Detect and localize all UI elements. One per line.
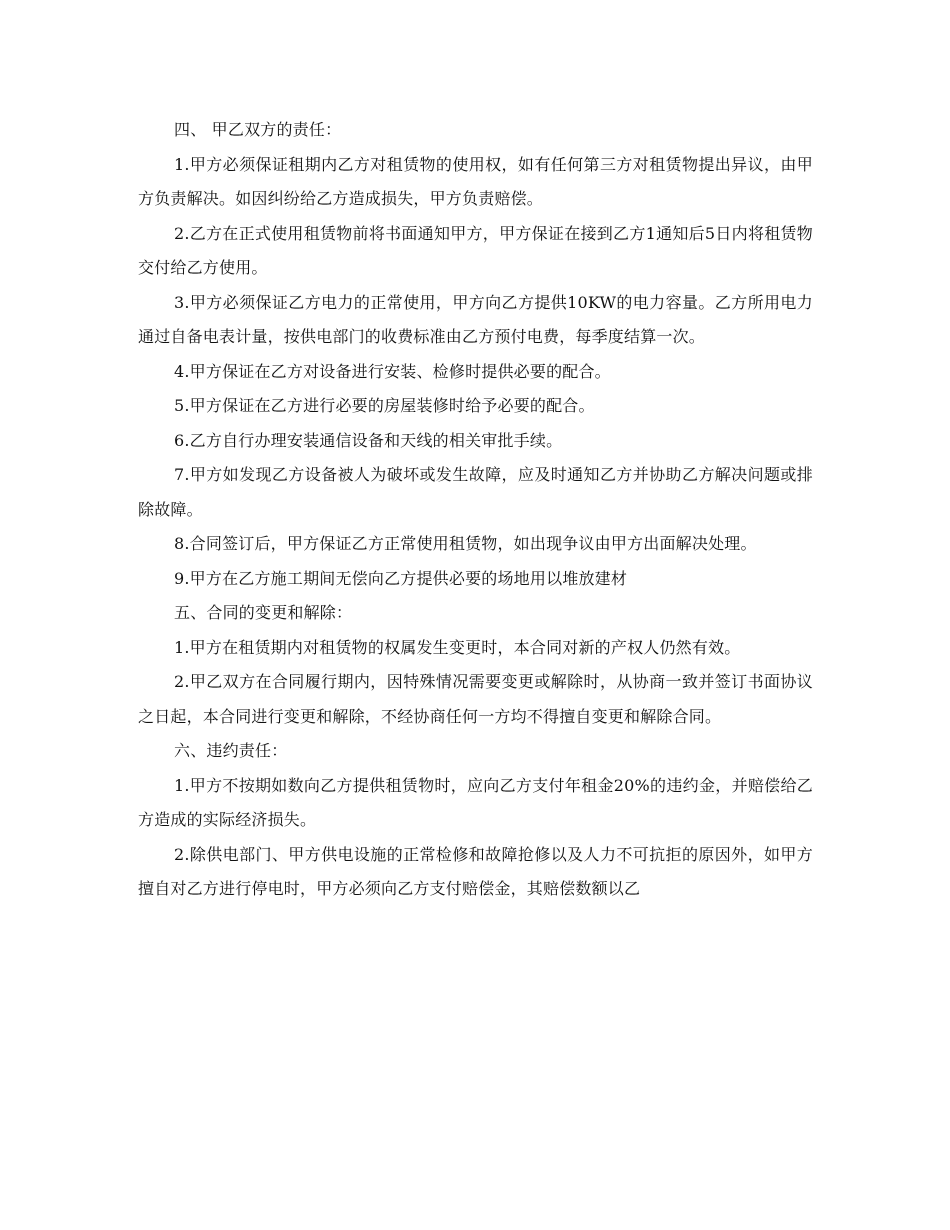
paragraph-duty-3: 3.甲方必须保证乙方电力的正常使用，甲方向乙方提供10KW的电力容量。乙方所用电力通过自备电表计量，按供电部门的收费标准由乙方预付电费，每季度结算一次。 — [138, 292, 813, 346]
document-body — [138, 113, 813, 907]
section-heading-breach: 六、违约责任： — [174, 741, 288, 760]
section-heading-duties: 四、 甲乙双方的责任： — [174, 120, 342, 139]
paragraph-duty-6: 6.乙方自行办理安装通信设备和天线的相关审批手续。 — [174, 430, 563, 450]
section-heading-change-termination: 五、合同的变更和解除： — [174, 603, 353, 622]
paragraph-duty-4: 4.甲方保证在乙方对设备进行安装、检修时提供必要的配合。 — [174, 361, 611, 381]
paragraph-duty-9: 9.甲方在乙方施工期间无偿向乙方提供必要的场地用以堆放建材 — [174, 568, 628, 588]
paragraph-breach-1: 1.甲方不按期如数向乙方提供租赁物时，应向乙方支付年租金20%的违约金，并赔偿给乙方造成的实际经济损失。 — [138, 775, 813, 829]
paragraph-duty-8: 8.合同签订后，甲方保证乙方正常使用租赁物，如出现争议由甲方出面解决处理。 — [174, 534, 757, 553]
paragraph-change-2: 2.甲乙双方在合同履行期内，因特殊情况需要变更或解除时，从协商一致并签订书面协议之日起，本合同进行变更和解除，不经协商任何一方均不得擅自变更和解除合同。 — [138, 672, 813, 726]
paragraph-duty-7: 7.甲方如发现乙方设备被人为破坏或发生故障，应及时通知乙方并协助乙方解决问题或排除故障。 — [138, 465, 813, 519]
paragraph-change-1: 1.甲方在租赁期内对租赁物的权属发生变更时，本合同对新的产权人仍然有效。 — [174, 637, 741, 657]
paragraph-duty-2: 2.乙方在正式使用租赁物前将书面通知甲方，甲方保证在接到乙方1通知后5日内将租赁物交付给乙方使用。 — [138, 223, 813, 277]
paragraph-breach-2: 2.除供电部门、甲方供电设施的正常检修和故障抢修以及人力不可抗拒的原因外，如甲方擅自对乙方进行停电时，甲方必须向乙方支付赔偿金，其赔偿数额以乙 — [138, 844, 813, 898]
paragraph-duty-1: 1.甲方必须保证租期内乙方对租赁物的使用权，如有任何第三方对租赁物提出异议，由甲方负责解决。如因纠纷给乙方造成损失，甲方负责赔偿。 — [138, 154, 813, 208]
paragraph-duty-5: 5.甲方保证在乙方进行必要的房屋装修时给予必要的配合。 — [174, 396, 595, 415]
